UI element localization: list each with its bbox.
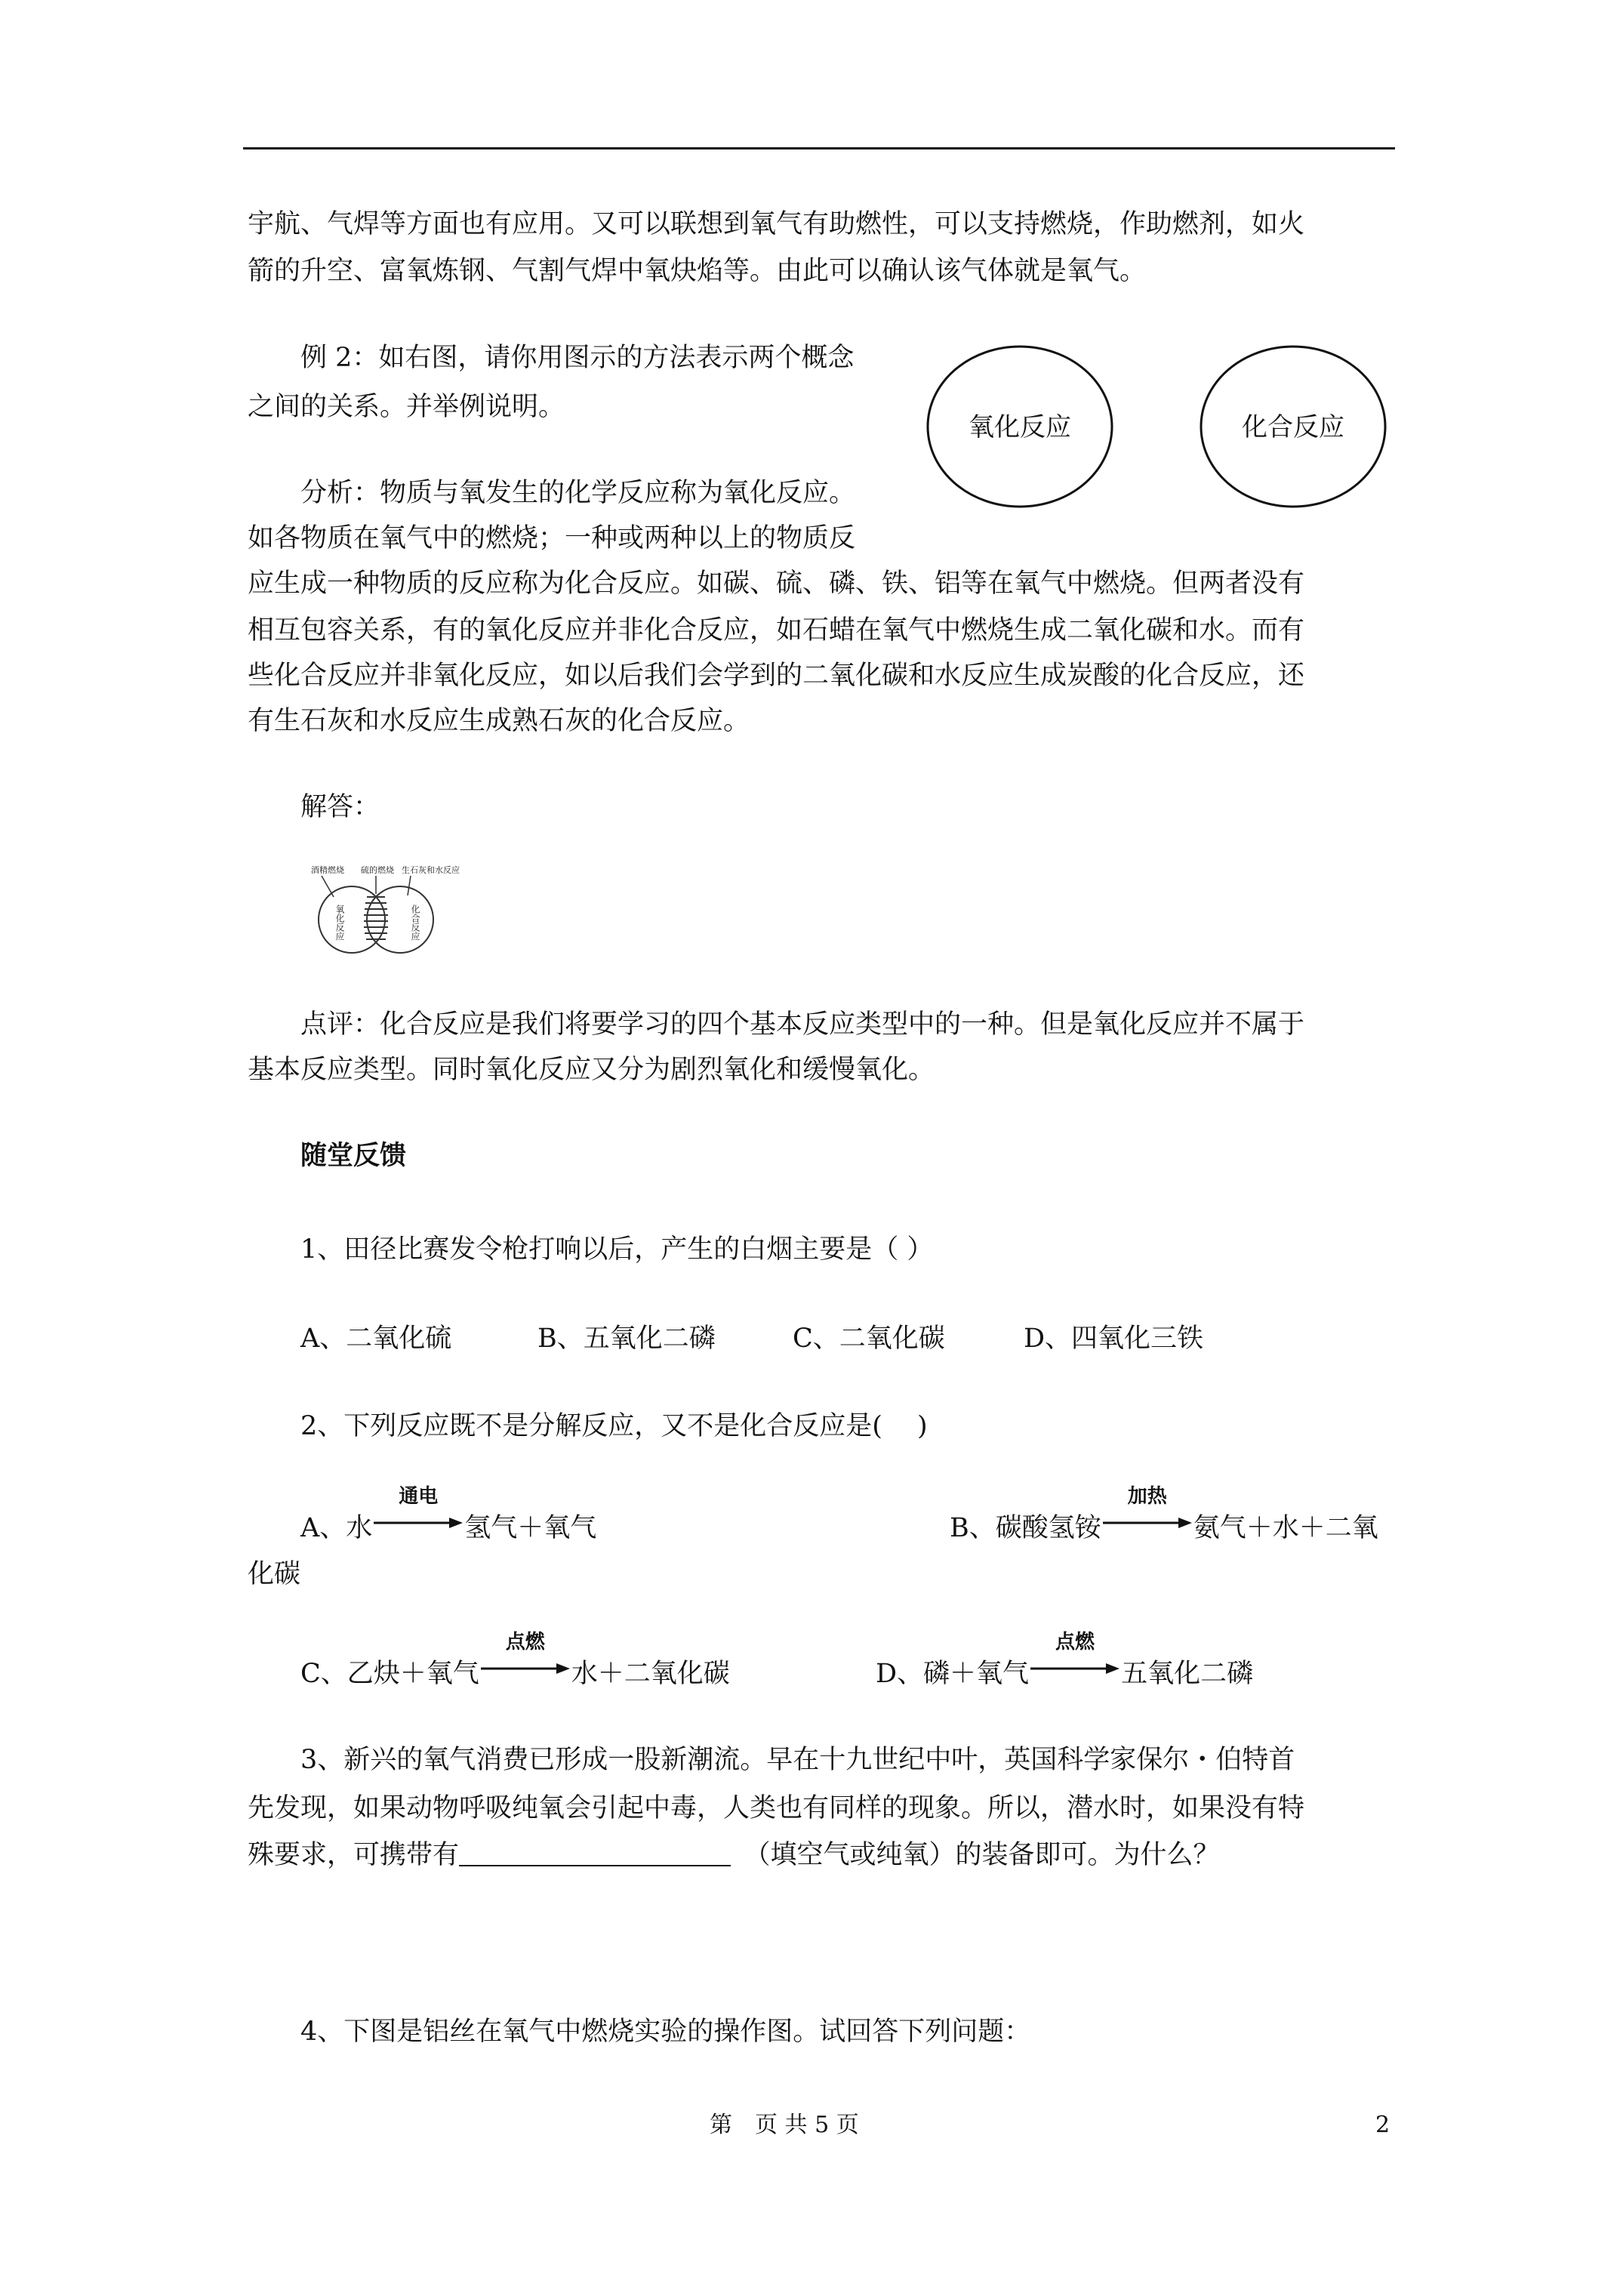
- q1-option-d: D、四氧化三铁: [1024, 1324, 1204, 1354]
- q2-option-d: D、磷＋氧气 点燃 五氧化二磷: [876, 1631, 1254, 1689]
- venn-label: 生石灰和水反应: [402, 865, 460, 875]
- comment-line: 点评：化合反应是我们将要学习的四个基本反应类型中的一种。但是氧化反应并不属于: [300, 1009, 1305, 1040]
- footer-page-number: 2: [1375, 2112, 1390, 2138]
- analysis-line: 相互包容关系，有的氧化反应并非化合反应，如石蜡在氧气中燃烧生成二氧化碳和水。而有: [248, 615, 1305, 646]
- analysis-line: 分析：物质与氧发生的化学反应称为氧化反应。: [300, 478, 856, 508]
- analysis-line: 些化合反应并非氧化反应，如以后我们会学到的二氧化碳和水反应生成炭酸的化合反应，还: [248, 661, 1305, 691]
- question-3-line: 殊要求，可携带有 （填空气或纯氧）的装备即可。为什么？: [248, 1833, 1395, 1877]
- question-1: 1、田径比赛发令枪打响以后，产生的白烟主要是（ ）: [300, 1234, 934, 1265]
- example-2-line: 例 2：如右图，请你用图示的方法表示两个概念: [300, 343, 855, 373]
- reaction-arrow: 点燃: [1030, 1653, 1119, 1684]
- question-4: 4、下图是铝丝在氧气中燃烧实验的操作图。试回答下列问题：: [300, 2017, 1031, 2047]
- analysis-line: 如各物质在氧气中的燃烧；一种或两种以上的物质反: [248, 523, 856, 553]
- q1-option-c: C、二氧化碳: [793, 1324, 945, 1354]
- reaction-arrow: 点燃: [481, 1653, 570, 1684]
- venn-label: 硫的燃烧: [361, 865, 394, 875]
- answer-blank[interactable]: [459, 1835, 731, 1866]
- footer-page-info: 第 页 共 5 页: [710, 2112, 859, 2138]
- venn-label: 氧化反应: [334, 905, 345, 941]
- venn-label: 酒精燃烧: [311, 865, 344, 875]
- q2-option-b: B、碳酸氢铵 加热 氨气＋水＋二氧: [950, 1485, 1378, 1543]
- paragraph-line: 宇航、气焊等方面也有应用。又可以联想到氧气有助燃性，可以支持燃烧，作助燃剂，如火: [248, 209, 1305, 239]
- venn-label: 化合反应: [410, 905, 420, 941]
- q2-option-c: C、乙炔＋氧气 点燃 水＋二氧化碳: [300, 1631, 730, 1689]
- q1-option-b: B、五氧化二磷: [537, 1324, 716, 1354]
- combination-label: 化合反应: [1242, 412, 1344, 442]
- reaction-arrow: 加热: [1103, 1508, 1192, 1538]
- analysis-line: 应生成一种物质的反应称为化合反应。如碳、硫、磷、铁、铝等在氧气中燃烧。但两者没有: [248, 569, 1305, 599]
- section-heading: 随堂反馈: [300, 1140, 407, 1171]
- header-rule: [243, 147, 1395, 149]
- question-3-line: 3、新兴的氧气消费已形成一股新潮流。早在十九世纪中叶，英国科学家保尔・伯特首: [300, 1745, 1295, 1775]
- example-2-line: 之间的关系。并举例说明。: [248, 392, 565, 422]
- reaction-arrow: 通电: [374, 1508, 463, 1538]
- question-2: 2、下列反应既不是分解反应，又不是化合反应是( ): [300, 1411, 928, 1441]
- venn-diagram: [305, 861, 463, 959]
- analysis-line: 有生石灰和水反应生成熟石灰的化合反应。: [248, 706, 750, 736]
- q2-option-a: A、水 通电 氢气＋氧气: [300, 1485, 597, 1543]
- question-3-line: 先发现，如果动物呼吸纯氧会引起中毒，人类也有同样的现象。所以，潜水时，如果没有特: [248, 1793, 1305, 1823]
- answer-label: 解答：: [300, 792, 380, 822]
- q2-option-b-wrap: 化碳: [248, 1559, 301, 1589]
- oxidation-label: 氧化反应: [969, 412, 1071, 442]
- comment-line: 基本反应类型。同时氧化反应又分为剧烈氧化和缓慢氧化。: [248, 1055, 935, 1085]
- q1-option-a: A、二氧化硫: [300, 1324, 452, 1354]
- paragraph-line: 箭的升空、富氧炼钢、气割气焊中氧炔焰等。由此可以确认该气体就是氧气。: [248, 256, 1147, 286]
